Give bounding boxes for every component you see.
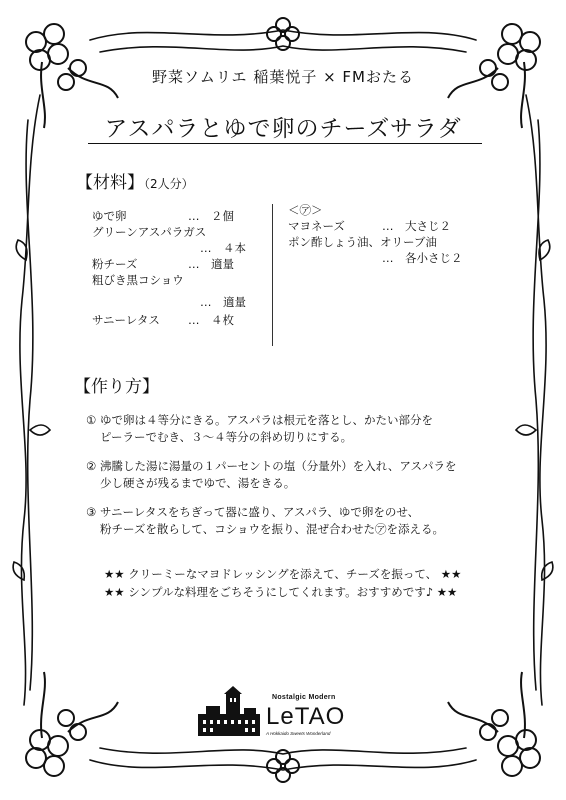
ingredients-right-list	[288, 202, 488, 272]
logo-subline: A Hokkaido Sweets Wonderland	[266, 731, 331, 736]
ingredient-qty: … 適量	[188, 257, 234, 271]
ingredient-name: マヨネーズ	[288, 219, 345, 233]
ingredient-qty: … 各小さじ２	[382, 251, 463, 265]
step-number: ②	[86, 459, 97, 473]
note-line: ★★ クリーミーなマヨドレッシングを添えて、チーズを振って、 ★★	[104, 567, 462, 581]
step-text: ゆで卵は４等分にきる。アスパラは根元を落とし、かたい部分を	[99, 413, 434, 427]
sauce-heading: ＜㋐＞	[288, 203, 323, 217]
ingredient-name: 粉チーズ	[92, 257, 138, 271]
step-text: 少し硬さが残るまでゆで、湯をきる。	[100, 476, 296, 490]
ingredient-qty: … ４本	[200, 241, 246, 255]
method-step	[86, 458, 456, 492]
logo-name: LeTAO	[266, 703, 346, 730]
ingredients-divider	[272, 204, 273, 346]
title-underline	[88, 143, 482, 144]
ingredient-name: サニーレタス	[92, 313, 160, 327]
method-step	[86, 412, 433, 446]
ingredient-name: 粗びき黒コショウ	[92, 273, 184, 287]
building-silhouette-icon	[198, 686, 260, 736]
step-text: サニーレタスをちぎって器に盛り、アスパラ、ゆで卵をのせ、	[99, 505, 420, 519]
ingredient-qty: … ４枚	[188, 313, 234, 327]
page-title: アスパラとゆで卵のチーズサラダ	[104, 116, 462, 142]
ingredient-name: ゆで卵	[92, 209, 127, 223]
ingredient-qty: … 適量	[200, 295, 246, 309]
ingredients-heading-row	[76, 168, 194, 193]
ingredient-qty: … ２個	[188, 209, 234, 223]
step-number: ①	[86, 413, 97, 427]
step-text: 沸騰した湯に湯量の１パーセントの塩（分量外）を入れ、アスパラを	[99, 459, 457, 473]
step-text: 粉チーズを散らして、コショウを振り、混ぜ合わせた㋐を添える。	[100, 522, 444, 536]
header-line: 野菜ソムリエ 稲葉悦子 × FMおたる	[152, 68, 414, 86]
ingredient-name: グリーンアスパラガス	[92, 225, 207, 239]
servings-label: （2人分）	[144, 177, 194, 191]
note-line: ★★ シンプルな料理をごちそうにしてくれます。おすすめです♪ ★★	[104, 585, 458, 599]
step-number: ③	[86, 505, 97, 519]
ingredient-qty: … 大さじ２	[382, 219, 451, 233]
ingredients-left-list	[92, 208, 262, 328]
logo-tagline: Nostalgic Modern	[272, 694, 336, 701]
method-step	[86, 504, 444, 538]
ingredients-heading: 【材料】	[76, 173, 144, 193]
ingredient-name: ポン酢しょう油、オリーブ油	[288, 235, 437, 249]
step-text: ピーラーでむき、３～４等分の斜め切りにする。	[100, 430, 353, 444]
method-heading: 【作り方】	[74, 377, 159, 397]
